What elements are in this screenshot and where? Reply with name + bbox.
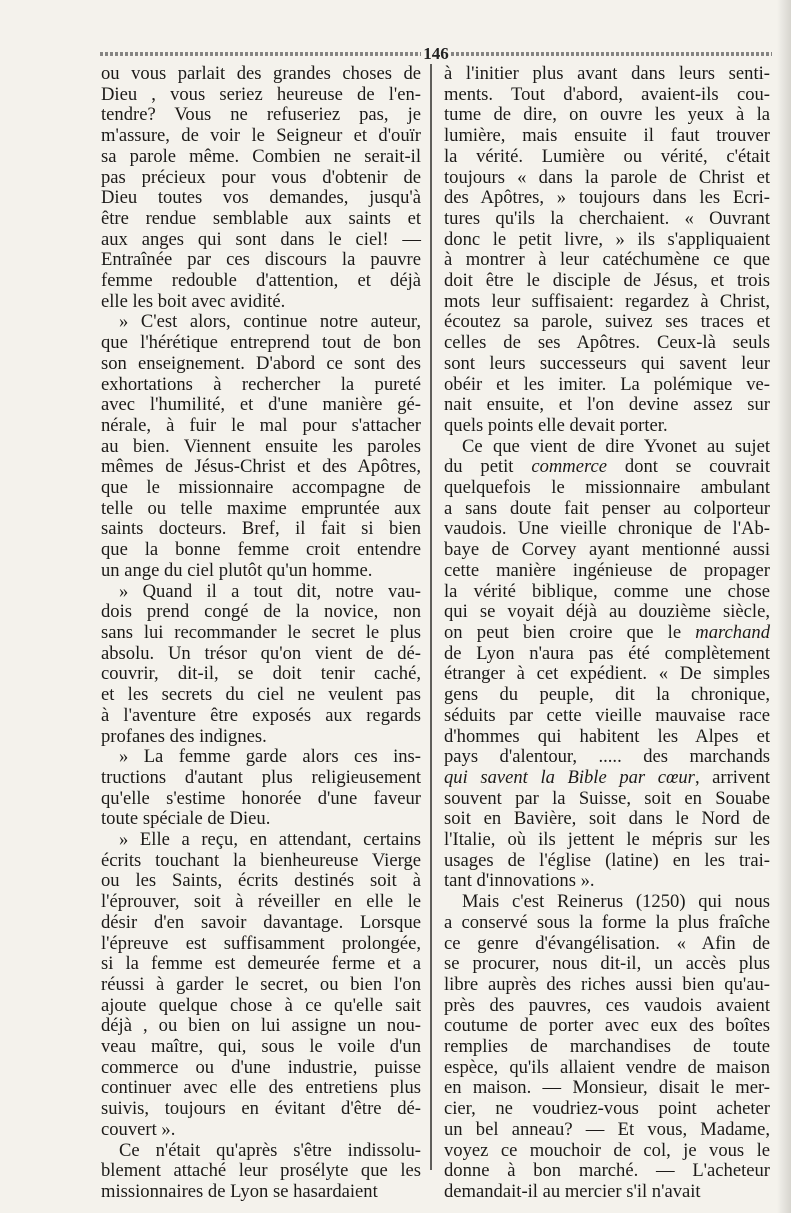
text-line: a conservé sous la forme la plus fraîche	[444, 911, 770, 933]
text-line: ce genre d'évangélisation. « Afin de	[444, 932, 770, 954]
text-line: sans lui recommander le secret le plus	[101, 621, 421, 643]
text-line: en maison. — Monsieur, disait le mer-	[444, 1077, 770, 1099]
text-line: elle les boit avec avidité.	[101, 290, 286, 312]
text-line: et les secrets du ciel ne veulent pas	[101, 684, 421, 706]
text-line: écoutez sa parole, suivez ses traces et	[444, 311, 770, 333]
text-line: donne à bon marché. — L'acheteur	[444, 1160, 770, 1182]
text-line: au bien. Viennent ensuite les paroles	[101, 435, 421, 457]
text-line: la vérité. Lumière ou vérité, c'était	[444, 145, 770, 167]
text-line: quels points elle devait porter.	[444, 414, 668, 436]
text-line: désir d'en savoir davantage. Lorsque	[101, 911, 421, 933]
text-line: Ce que vient de dire Yvonet au sujet	[462, 435, 770, 457]
text-line: celles de ses Apôtres. Ceux-là seuls	[444, 332, 770, 354]
text-line: du petit commerce dont se couvrait	[444, 456, 770, 478]
text-line: doit être le disciple de Jésus, et trois	[444, 270, 770, 292]
header-rule-right	[451, 52, 772, 56]
text-line: à l'aventure être exposés aux regards	[101, 704, 421, 726]
text-line: ou vous parlait des grandes choses de	[101, 63, 421, 84]
text-line: couvrir, dit-il, se doit tenir caché,	[101, 663, 421, 685]
text-line: a sans doute fait penser au colporteur	[444, 497, 770, 519]
text-line: déjà , ou bien on lui assigne un nou-	[101, 1015, 421, 1037]
text-line: libre auprès des riches aussi bien qu'au-	[444, 973, 770, 995]
text-line: qui savent la Bible par cœur, arrivent	[444, 766, 770, 788]
text-line: avec l'humilité, et d'une manière gé-	[101, 394, 421, 416]
text-line: donc le petit livre, » ils s'appliquaient	[444, 228, 770, 250]
text-line: toujours « dans la parole de Christ et	[444, 166, 770, 188]
text-line: tructions d'autant plus religieusement	[101, 766, 421, 788]
text-line: continuer avec elle des entretiens plus	[101, 1077, 421, 1099]
text-line: l'épreuve est suffisamment prolongée,	[101, 932, 421, 954]
text-line: telle ou telle maxime empruntée aux	[101, 497, 421, 519]
text-line: à l'initier plus avant dans leurs senti-	[444, 63, 770, 84]
text-line: baye de Corvey ayant mentionné aussi	[444, 539, 770, 561]
text-line: couvert ».	[101, 1118, 176, 1140]
text-line: la vérité biblique, comme une chose	[444, 580, 770, 602]
text-line: obéir et les imiter. La polémique ve-	[444, 373, 770, 395]
left-text-column	[101, 63, 421, 1202]
text-line: gens du peuple, dit la chronique,	[444, 684, 770, 706]
text-line: quelquefois le missionnaire ambulant	[444, 477, 770, 499]
text-line: mêmes de Jésus-Christ et des Apôtres,	[101, 456, 421, 478]
text-line: Ce n'était qu'après s'être indissolu-	[119, 1139, 421, 1161]
text-line: missionnaires de Lyon se hasardaient	[101, 1180, 378, 1202]
text-line: sont leurs successeurs qui savent leur	[444, 352, 770, 374]
text-line: blement attaché leur prosélyte que les	[101, 1160, 421, 1182]
text-line: aux anges qui sont dans le ciel! —	[101, 228, 421, 250]
text-line: mots leur suffisaient: regardez à Christ,	[444, 290, 770, 312]
text-line: que le missionnaire accompagne de	[101, 477, 421, 499]
text-line: dois prend congé de la novice, non	[101, 601, 421, 623]
text-line: si la femme est demeurée ferme et a	[101, 953, 421, 975]
text-line: soit en Bavière, soit dans le Nord de	[444, 808, 770, 830]
text-line: voyez ce mouchoir de col, je vous le	[444, 1139, 770, 1161]
text-line: d'hommes qui habitent les Alpes et	[444, 725, 770, 747]
text-line: ajoute quelque chose à ce qu'elle sait	[101, 994, 421, 1016]
text-line: usages de l'église (latine) en les trai-	[444, 849, 770, 871]
text-line: pays d'alentour, ..... des marchands	[444, 746, 770, 768]
text-line: » La femme garde alors ces ins-	[119, 746, 421, 768]
text-line: à montrer à leur catéchumène ce que	[444, 249, 770, 271]
text-line: tures qu'ils la cherchaient. « Ouvrant	[444, 207, 770, 229]
text-line: suivis, toujours en évitant d'être dé-	[101, 1098, 421, 1120]
text-line: que la bonne femme croit entendre	[101, 539, 421, 561]
text-line: de Lyon n'aura pas été complètement	[444, 642, 770, 664]
text-line: nérale, à fuir le mal pour s'attacher	[101, 414, 421, 436]
text-line: tume de dire, on ouvre les yeux à la	[444, 104, 770, 126]
text-line: vaudois. Une vieille chronique de l'Ab-	[444, 518, 770, 540]
text-line: toute spéciale de Dieu.	[101, 808, 271, 830]
text-line: demandait-il au mercier s'il n'avait	[444, 1180, 701, 1202]
text-line: on peut bien croire que le marchand	[444, 621, 770, 643]
text-line: étranger à cet expédient. « De simples	[444, 663, 770, 685]
text-line: réussi à garder le secret, ou bien l'on	[101, 973, 421, 995]
text-line: espèce, qu'ils allaient vendre de maison	[444, 1056, 770, 1078]
text-line: cier, ne voudriez-vous point acheter	[444, 1098, 770, 1120]
text-line: des Apôtres, » toujours dans les Ecri-	[444, 187, 770, 209]
text-line: Dieu toutes vos demandes, jusqu'à	[101, 187, 421, 209]
text-line: un bel anneau? — Et vous, Madame,	[444, 1118, 770, 1140]
text-line: l'éprouver, soit à réveiller en elle le	[101, 891, 421, 913]
text-line: écrits touchant la bienheureuse Vierge	[101, 849, 421, 871]
text-line: femme redouble d'attention, et déjà	[101, 270, 421, 292]
right-text-column	[444, 63, 770, 1202]
text-line: tendre? Vous ne refuseriez pas, je	[101, 104, 421, 126]
text-line: séduits par cette vieille mauvaise race	[444, 704, 770, 726]
text-line: » C'est alors, continue notre auteur,	[119, 311, 421, 333]
text-line: exhortations à rechercher la pureté	[101, 373, 421, 395]
text-line: qu'elle s'estime honorée d'une faveur	[101, 787, 421, 809]
text-line: ou les Saints, écrits destinés soit à	[101, 870, 421, 892]
page-number: 146	[423, 44, 449, 63]
text-line: » Elle a reçu, en attendant, certains	[119, 829, 421, 851]
text-line: tant d'innovations ».	[444, 870, 595, 892]
text-line: pas précieux pour vous d'obtenir de	[101, 166, 421, 188]
text-line: cette manière ingénieuse de propager	[444, 559, 770, 581]
text-line: saints docteurs. Bref, il fait si bien	[101, 518, 421, 540]
text-line: se procurer, nous dit-il, un accès plus	[444, 953, 770, 975]
column-divider	[430, 64, 432, 1170]
text-line: sa parole même. Combien ne serait-il	[101, 145, 421, 167]
text-line: souvent par la Suisse, soit en Souabe	[444, 787, 770, 809]
text-line: l'Italie, où ils jettent le mépris sur les	[444, 829, 770, 851]
text-line: près des pauvres, ces vaudois avaient	[444, 994, 770, 1016]
text-line: Mais c'est Reinerus (1250) qui nous	[462, 891, 770, 913]
text-line: que l'hérétique entreprend tout de bon	[101, 332, 421, 354]
text-line: » Quand il a tout dit, notre vau-	[119, 580, 421, 602]
text-line: être rendue semblable aux saints et	[101, 207, 421, 229]
text-line: profanes des indignes.	[101, 725, 267, 747]
text-line: son enseignement. D'abord ce sont des	[101, 352, 421, 374]
text-line: Entraînée par ces discours la pauvre	[101, 249, 421, 271]
text-line: lumière, mais ensuite il faut trouver	[444, 125, 770, 147]
text-line: Dieu , vous seriez heureuse de l'en-	[101, 83, 421, 105]
text-line: ments. Tout d'abord, avaient-ils cou-	[444, 83, 770, 105]
text-line: qui se voyait déjà au douzième siècle,	[444, 601, 770, 623]
header-rule-left	[100, 52, 421, 56]
text-line: commerce ou d'une industrie, puisse	[101, 1056, 421, 1078]
text-line: remplies de marchandises de toute	[444, 1036, 770, 1058]
text-line: absolu. Un trésor qu'on vient de dé-	[101, 642, 421, 664]
text-line: m'assure, de voir le Seigneur et d'ouïr	[101, 125, 421, 147]
text-line: veau maître, qui, sous le voile d'un	[101, 1036, 421, 1058]
text-line: nait ensuite, et l'on devine assez sur	[444, 394, 770, 416]
text-line: un ange du ciel plutôt qu'un homme.	[101, 559, 373, 581]
page-header	[100, 44, 772, 64]
text-line: coutume de porter avec eux des boîtes	[444, 1015, 770, 1037]
